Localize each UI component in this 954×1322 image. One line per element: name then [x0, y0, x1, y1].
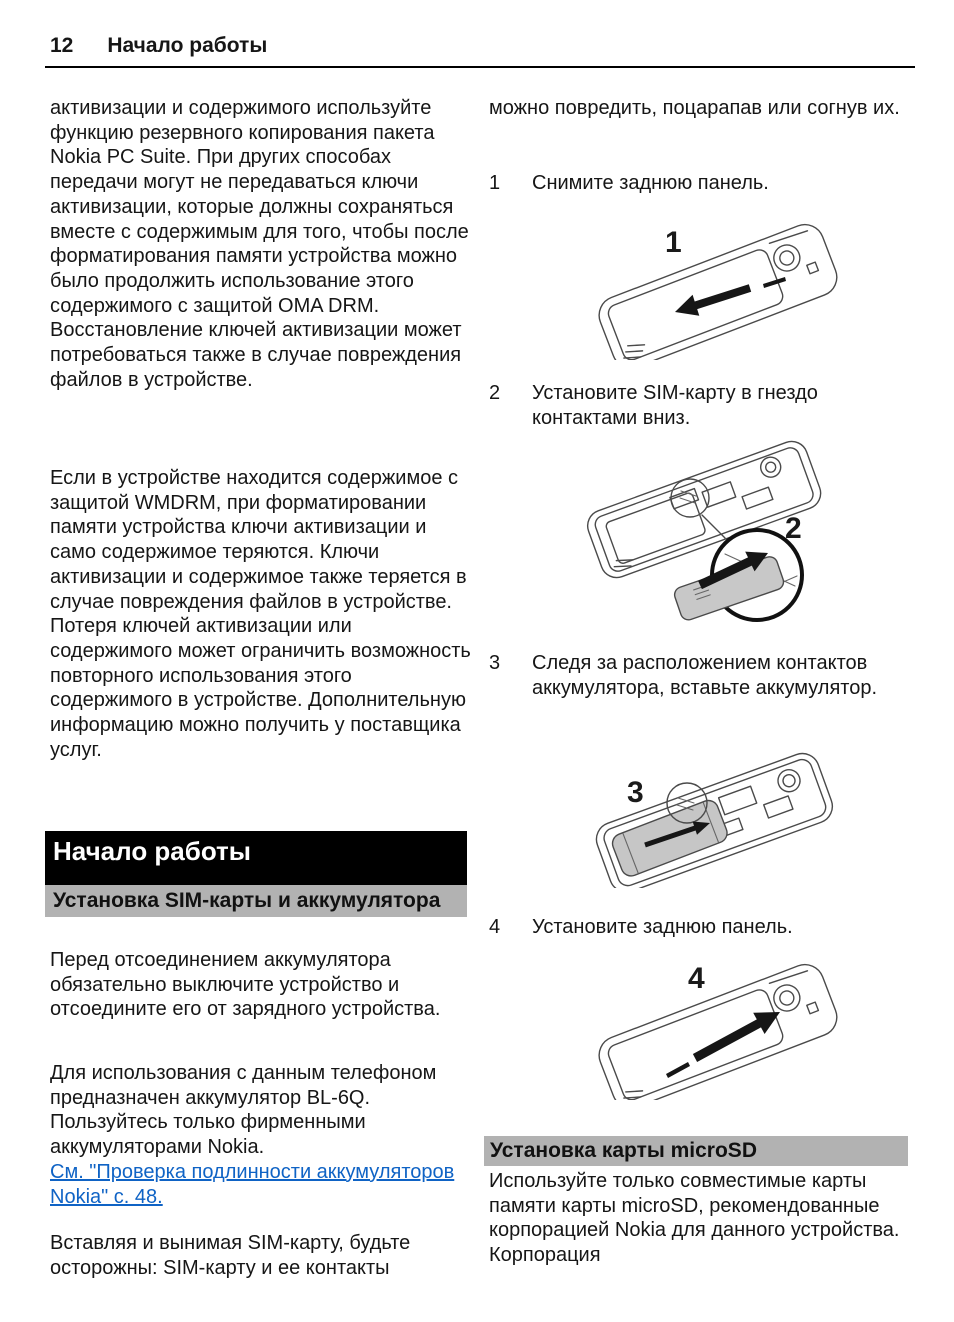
chapter-title: Начало работы — [107, 34, 268, 57]
step-1 — [489, 171, 913, 196]
paragraph-sim-caution: Вставляя и вынимая SIM-карту, будьте осторожны: SIM-карту и ее контакты — [50, 1232, 411, 1279]
step-3-text: Следя за расположением контактов аккумулятора, вставьте аккумулятор. — [532, 652, 878, 699]
step-4-number: 4 — [489, 916, 501, 938]
step-2-number: 2 — [489, 382, 501, 404]
figure-replace-back-cover — [580, 950, 840, 1100]
section-heading-microsd: Установка карты microSD — [490, 1139, 757, 1162]
step-4 — [489, 915, 913, 940]
section-heading-banner-sim — [45, 885, 467, 917]
paragraph-activation-backup: активизации и содержимого используйте функцию резервного копирования пакета Nokia PC Suite. При других способах передачи могут не передаваться ключи активизации, которые должны сохраняться вместе с содержимым для того, чтобы после форматирования памяти устройства можно было продолжить использование этого содержимого с защитой OMA DRM. Восстановление ключей активизации может потребоваться также в случае повреждения файлов в устройстве. — [50, 97, 469, 391]
figure-2-label: 2 — [785, 512, 802, 545]
slide-arrow-icon — [675, 284, 751, 316]
step-1-text: Снимите заднюю панель. — [532, 172, 769, 194]
figure-3-label: 3 — [627, 776, 644, 809]
slide-arrow-icon — [693, 1012, 780, 1062]
step-3-number: 3 — [489, 652, 501, 674]
phone-back-outline — [594, 959, 840, 1100]
chapter-heading: Начало работы — [53, 836, 251, 866]
battery-insert-illustration — [575, 740, 845, 888]
figure-insert-sim — [575, 436, 855, 636]
page-header — [45, 34, 915, 68]
back-cover-illustration — [580, 210, 840, 360]
step-2 — [489, 381, 913, 430]
figure-remove-back-cover — [580, 210, 840, 360]
figure-insert-battery — [575, 740, 845, 888]
step-3 — [489, 651, 913, 700]
paragraph-sim-caution-cont: можно повредить, поцарапав или согнув их. — [489, 97, 900, 119]
page-number: 12 — [50, 34, 74, 57]
back-cover-replace-illustration — [580, 950, 840, 1100]
step-4-text: Установите заднюю панель. — [532, 916, 793, 938]
paragraph-microsd: Используйте только совместимые карты памяти карты microSD, рекомендованные корпорацией Nokia для данного устройства. Корпорация — [489, 1170, 900, 1267]
step-1-number: 1 — [489, 172, 501, 194]
step-2-text: Установите SIM-карту в гнездо контактами вниз. — [532, 382, 818, 429]
sim-slot-highlight-circle — [671, 479, 709, 517]
section-heading-sim: Установка SIM-карты и аккумулятора — [53, 889, 441, 912]
battery-authenticity-link[interactable]: См. "Проверка подлинности аккумуляторов Nokia" с. 48. — [50, 1160, 455, 1208]
chapter-heading-banner — [45, 831, 467, 885]
paragraph-battery-type-text: Для использования с данным телефоном предназначен аккумулятор BL-6Q. Пользуйтесь только фирменными аккумуляторами Nokia. — [50, 1062, 437, 1159]
paragraph-detach-battery: Перед отсоединением аккумулятора обязательно выключите устройство и отсоедините его от зарядного устройства. — [50, 949, 441, 1021]
sim-insert-illustration — [575, 436, 855, 636]
paragraph-wmdrm: Если в устройстве находится содержимое с защитой WMDRM, при форматировании памяти устройства ключи активизации и само содержимое теряются. Ключи активизации и содержимое также теряется в случае повреждения файлов в устройстве. Потеря ключей активизации или содержимого может ограничить возможность повторного использования этого содержимого в устройстве. Дополнительную информацию можно получить у поставщика услуг. — [50, 467, 471, 761]
paragraph-battery-type — [50, 1061, 474, 1209]
section-heading-banner-microsd — [484, 1136, 908, 1166]
phone-back-outline — [594, 219, 840, 360]
figure-4-label: 4 — [688, 962, 705, 995]
figure-1-label: 1 — [665, 226, 682, 259]
